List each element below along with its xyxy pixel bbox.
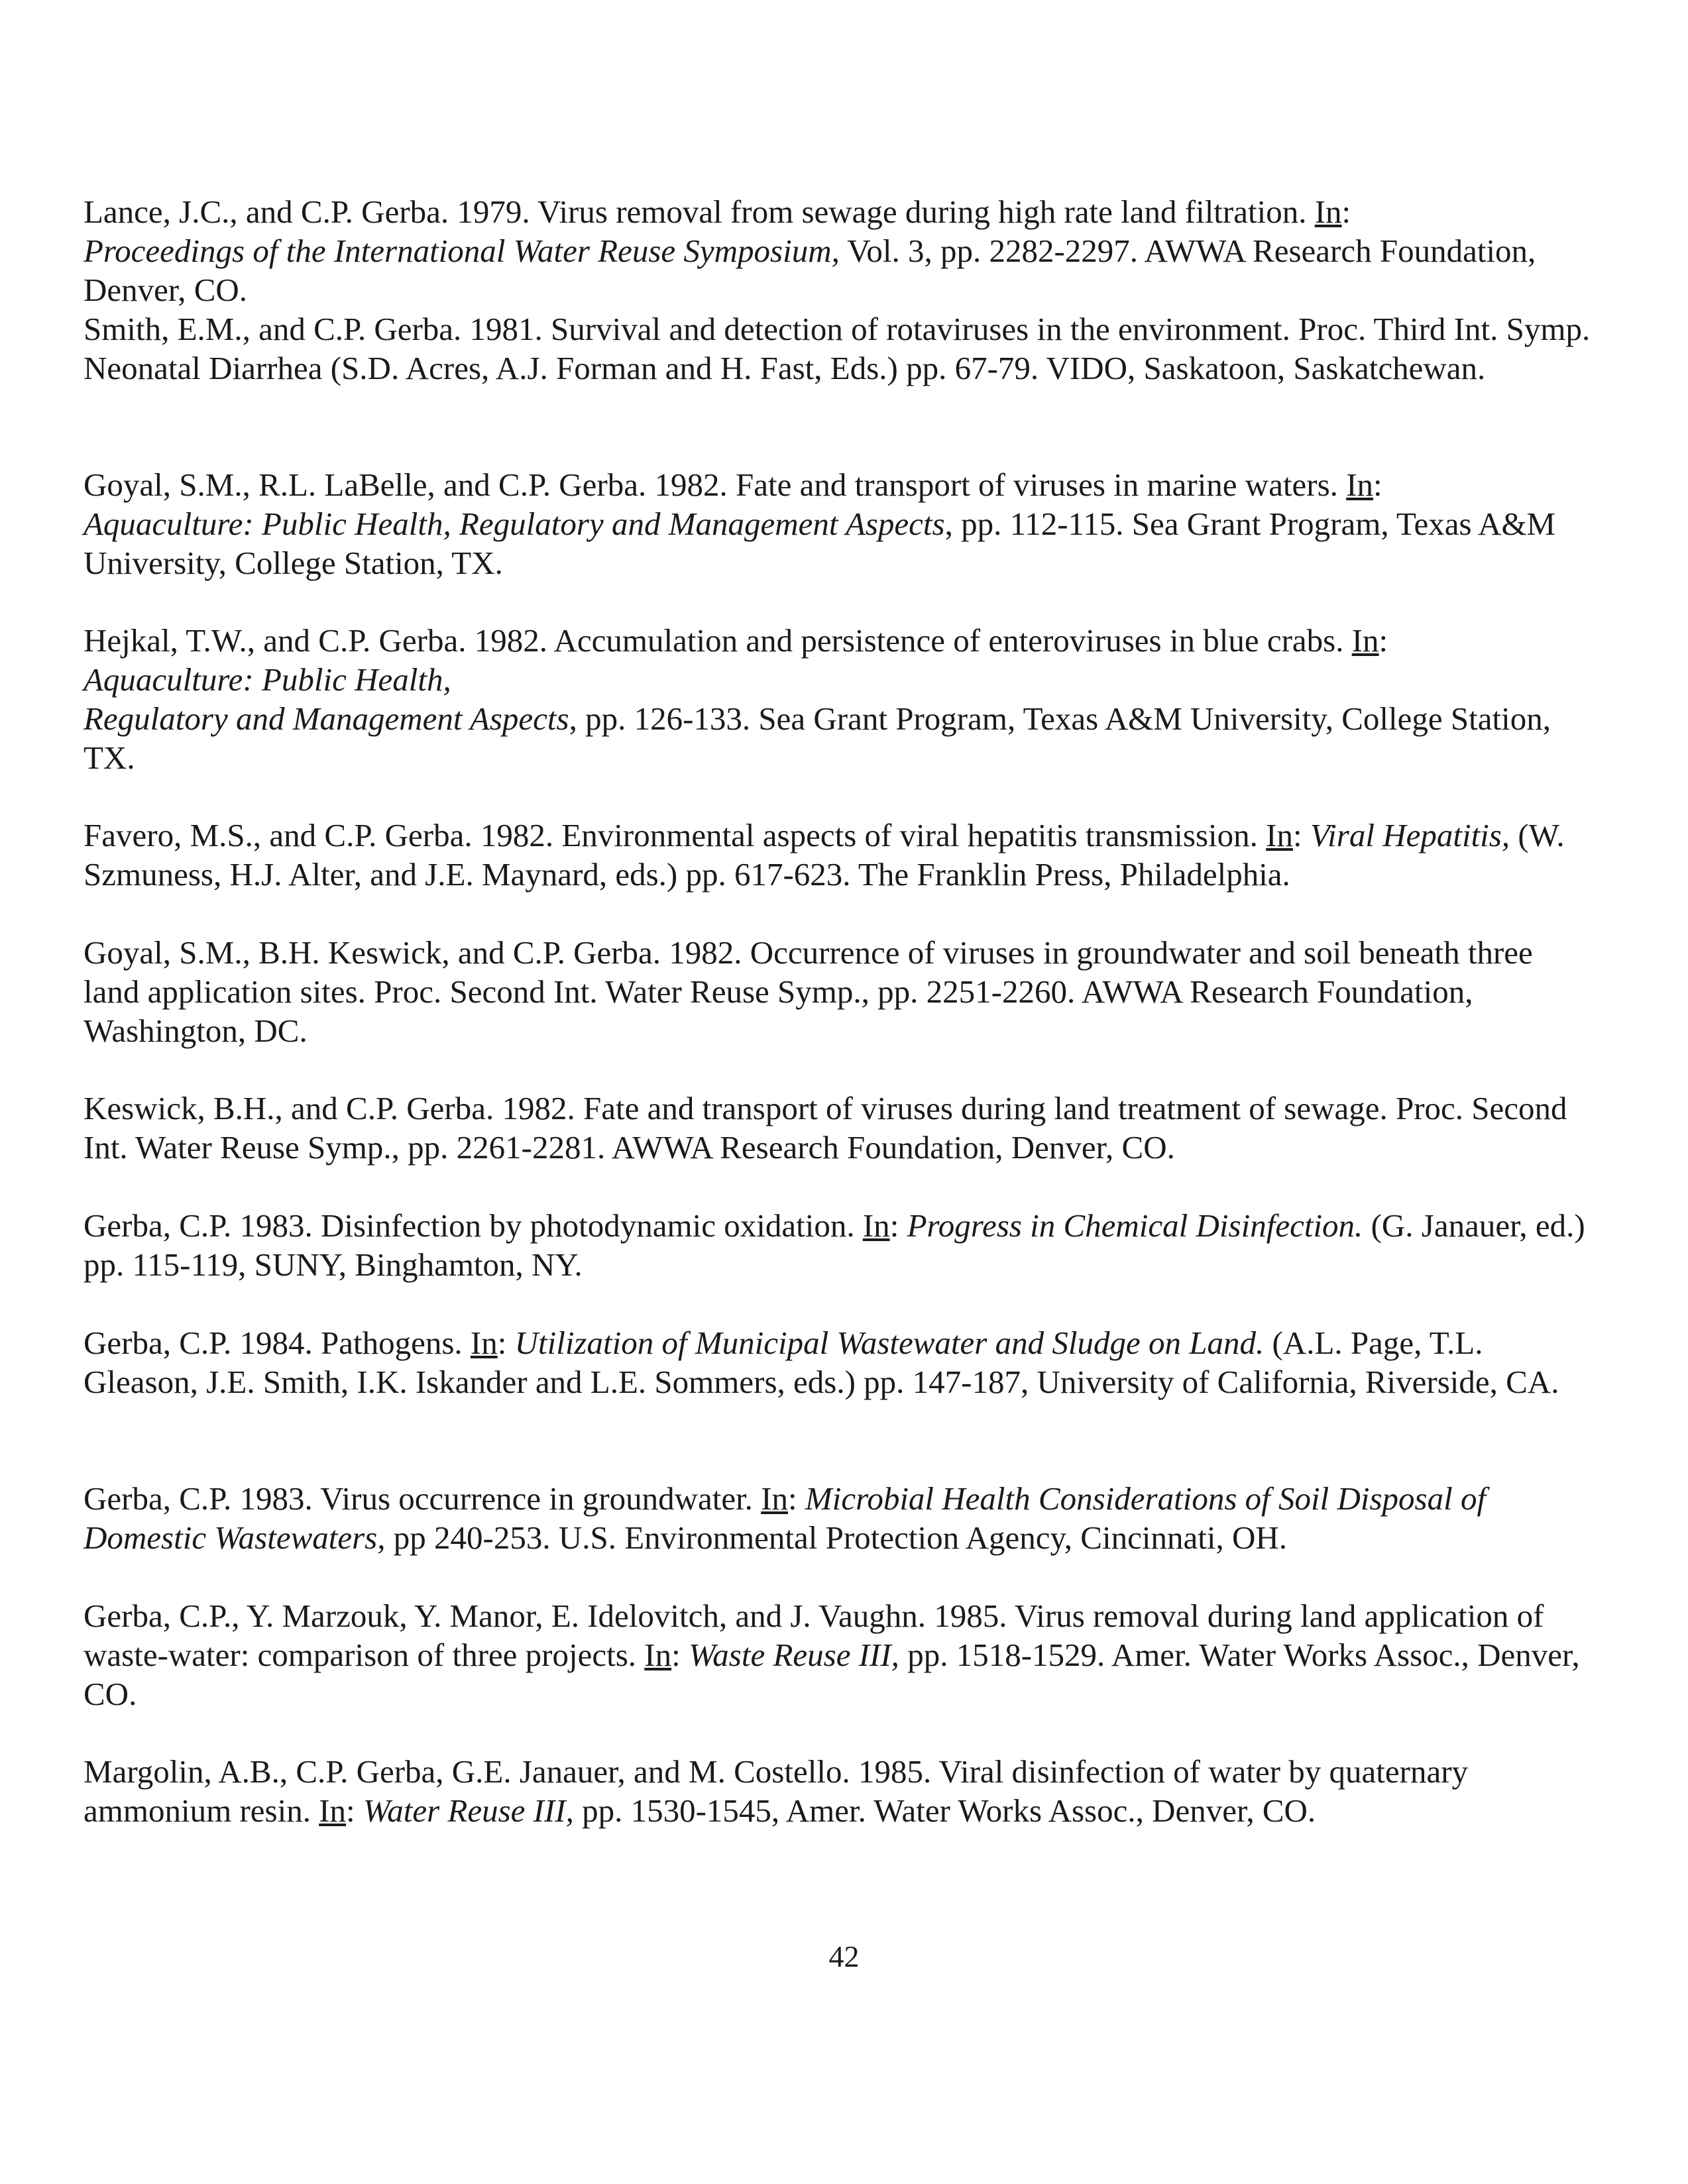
reference-keswick-1982: Keswick, B.H., and C.P. Gerba. 1982. Fate and transport of viruses during land treatment of sewage. Proc. Second Int. Water Reuse Symp., pp. 2261-2281. AWWA Research Foundation, Denver, CO. [84, 1090, 1567, 1166]
reference-margolin-1985: Margolin, A.B., C.P. Gerba, G.E. Janauer, and M. Costello. 1985. Viral disinfection of water by quaternary ammonium resin. In: Water Reuse III, pp. 1530-1545, Amer. Water Works Assoc., Denver, CO. [84, 1753, 1469, 1829]
page-number: 42 [828, 1939, 860, 1973]
reference-hejkal-1982: Hejkal, T.W., and C.P. Gerba. 1982. Accumulation and persistence of enteroviruses in blue crabs. In: Aquaculture: Public Health, Regulatory and Management Aspects, pp. 126-133. Sea Grant Program, Texas A&M University, College Station, TX. [84, 622, 1551, 776]
reference-smith-1981: Smith, E.M., and C.P. Gerba. 1981. Survival and detection of rotaviruses in the environment. Proc. Third Int. Symp. Neonatal Diarrhea (S.D. Acres, A.J. Forman and H. Fast, Eds.) pp. 67-79. VIDO, Saskatoon, Saskatchewan. [84, 311, 1591, 386]
reference-favero-1982: Favero, M.S., and C.P. Gerba. 1982. Environmental aspects of viral hepatitis transmission. In: Viral Hepatitis, (W. Szmuness, H.J. Alter, and J.E. Maynard, eds.) pp. 617-623. The Franklin Press, Philadelphia. [84, 817, 1565, 893]
reference-gerba-1985: Gerba, C.P., Y. Marzouk, Y. Manor, E. Idelovitch, and J. Vaughn. 1985. Virus removal during land application of waste-water: comparison of three projects. In: Waste Reuse III, pp. 1518-1529. Amer. Water Works Assoc., Denver, CO. [84, 1598, 1580, 1712]
reference-gerba-1984: Gerba, C.P. 1984. Pathogens. In: Utilization of Municipal Wastewater and Sludge on Land. (A.L. Page, T.L. Gleason, J.E. Smith, I.K. Iskander and L.E. Sommers, eds.) pp. 147-187, University of California, Riverside, CA. [84, 1325, 1559, 1400]
reference-gerba-1983-groundwater: Gerba, C.P. 1983. Virus occurrence in groundwater. In: Microbial Health Considerations of Soil Disposal of Domestic Wastewaters, pp 240-253. U.S. Environmental Protection Agency, Cincinnati, OH. [84, 1480, 1487, 1556]
reference-lance-1979: Lance, J.C., and C.P. Gerba. 1979. Virus removal from sewage during high rate land filtration. In: Proceedings of the International Water Reuse Symposium, Vol. 3, pp. 2282-2297. AWWA Research Foundation, Denver, CO. [84, 193, 1536, 308]
reference-goyal-keswick-1982: Goyal, S.M., B.H. Keswick, and C.P. Gerba. 1982. Occurrence of viruses in groundwater and soil beneath three land application sites. Proc. Second Int. Water Reuse Symp., pp. 2251-2260. AWWA Research Foundation, Washington, DC. [84, 934, 1533, 1049]
reference-gerba-1983-disinfection: Gerba, C.P. 1983. Disinfection by photodynamic oxidation. In: Progress in Chemical Disinfection. (G. Janauer, ed.) pp. 115-119, SUNY, Binghamton, NY. [84, 1207, 1585, 1283]
reference-goyal-labelle-1982: Goyal, S.M., R.L. LaBelle, and C.P. Gerba. 1982. Fate and transport of viruses in marine waters. In: Aquaculture: Public Health, Regulatory and Management Aspects, pp. 112-115. Sea Grant Program, Texas A&M University, College Station, TX. [84, 466, 1556, 581]
